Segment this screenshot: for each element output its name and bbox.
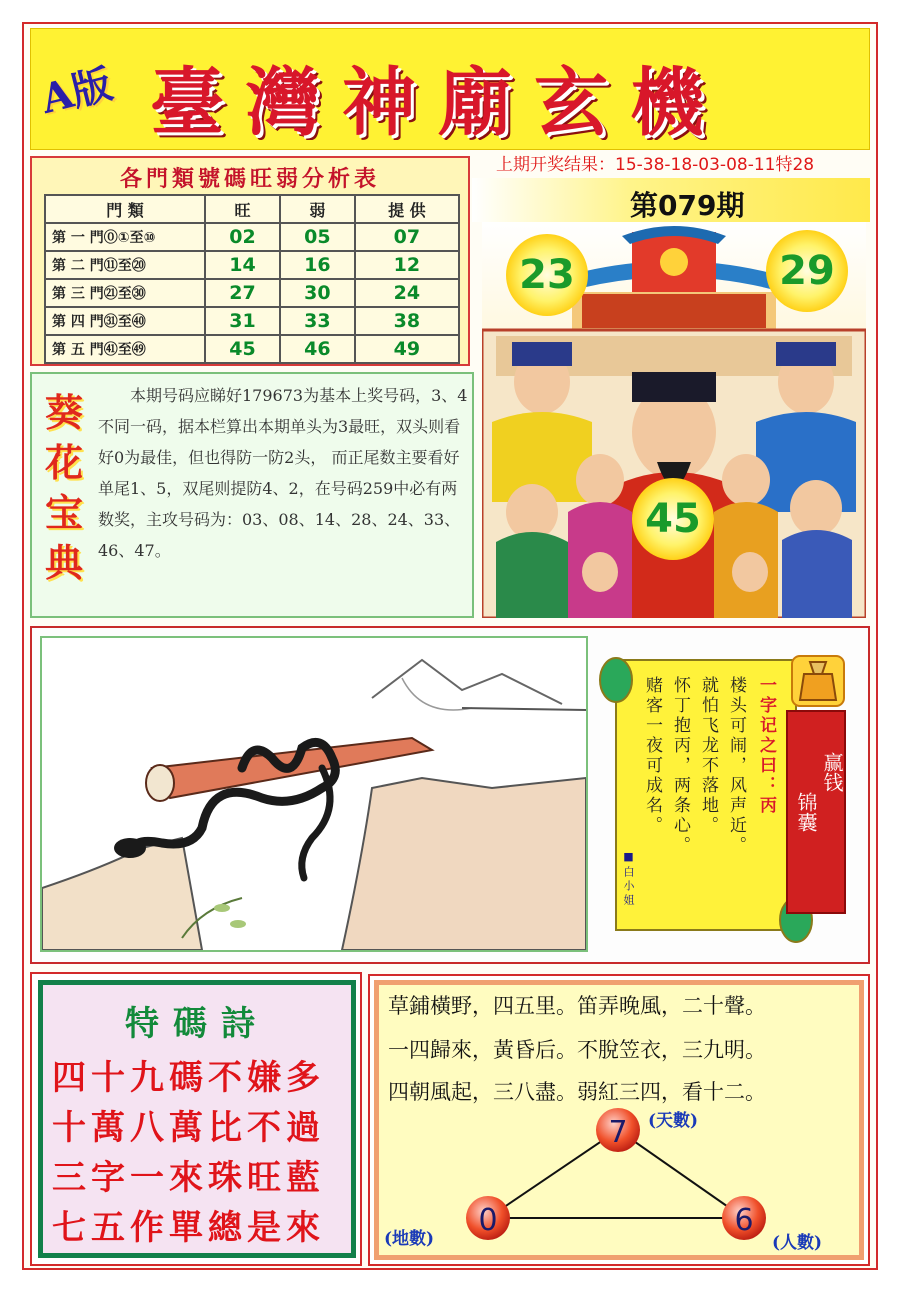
cell-wang: 27 bbox=[205, 279, 280, 307]
scroll-line-2: 就怕飞龙不落地。 bbox=[698, 676, 718, 836]
analysis-table-box bbox=[30, 156, 470, 366]
cell-tigong: 49 bbox=[355, 335, 459, 363]
money-bag-graphic bbox=[790, 654, 846, 708]
poem-line-2: 十萬八萬比不過 bbox=[52, 1108, 325, 1148]
row-label: 第 二 門⑪至⑳ bbox=[45, 251, 205, 279]
triangle-right-label: (人數) bbox=[772, 1233, 823, 1253]
jinnang-banner bbox=[786, 710, 846, 914]
issue-number: 第079期 bbox=[630, 189, 745, 222]
table-row bbox=[45, 279, 459, 307]
table-row bbox=[45, 251, 459, 279]
triangle-left-label: (地數) bbox=[384, 1229, 435, 1249]
last-result: 上期开奖结果：15-38-18-03-08-11特28 bbox=[496, 155, 815, 175]
header-wang: 旺 bbox=[205, 195, 280, 223]
side-char: 花 bbox=[44, 440, 83, 485]
riddle-line-2: 一四歸來，黃昏后。不脫笠衣，三九明。 bbox=[388, 1038, 766, 1062]
cell-tigong: 12 bbox=[355, 251, 459, 279]
side-char: 典 bbox=[44, 540, 83, 585]
cell-tigong: 07 bbox=[355, 223, 459, 251]
cell-ruo: 05 bbox=[280, 223, 355, 251]
snake-on-branch-drawing bbox=[42, 638, 586, 950]
header-tigong: 提 供 bbox=[355, 195, 459, 223]
scroll-line-1: 楼头可闹，风声近。 bbox=[726, 676, 746, 856]
table-row bbox=[45, 335, 459, 363]
cell-ruo: 33 bbox=[280, 307, 355, 335]
riddle-line-1: 草鋪橫野，四五里。笛弄晚風，二十聲。 bbox=[388, 994, 766, 1018]
triangle-top-label: (天數) bbox=[648, 1111, 699, 1131]
table-header-row bbox=[45, 195, 459, 223]
kuihua-box bbox=[30, 372, 474, 618]
temple-deities-image bbox=[482, 222, 866, 618]
side-char: 宝 bbox=[44, 490, 83, 535]
row-label: 第 一 門⓪①至⑩ bbox=[45, 223, 205, 251]
table-row bbox=[45, 223, 459, 251]
cell-wang: 02 bbox=[205, 223, 280, 251]
header-category: 門 類 bbox=[45, 195, 205, 223]
cell-ruo: 46 bbox=[280, 335, 355, 363]
row-label: 第 四 門㉛至㊵ bbox=[45, 307, 205, 335]
money-bag-icon bbox=[790, 654, 846, 708]
triangle-top-number: 7 bbox=[608, 1115, 628, 1150]
special-poem-title: 特碼詩 bbox=[125, 1004, 269, 1044]
scroll-line-3: 怀丁抱丙，两条心。 bbox=[670, 676, 690, 856]
scroll-heading: 一字记之曰：丙 bbox=[756, 676, 776, 816]
cell-wang: 31 bbox=[205, 307, 280, 335]
poem-line-4: 七五作單總是來 bbox=[52, 1208, 325, 1248]
lucky-number-ball-right: 29 bbox=[766, 230, 848, 312]
page-title: 臺灣神廟玄機 bbox=[150, 60, 726, 140]
row-label: 第 三 門㉑至㉚ bbox=[45, 279, 205, 307]
analysis-table-title: 各門類號碼旺弱分析表 bbox=[119, 167, 380, 192]
table-row bbox=[45, 307, 459, 335]
row-label: 第 五 門㊶至㊾ bbox=[45, 335, 205, 363]
side-char: 葵 bbox=[44, 390, 83, 435]
triangle-left-number: 0 bbox=[478, 1203, 498, 1238]
scroll-author: ■白小姐 bbox=[622, 850, 635, 908]
lucky-number-ball-left: 23 bbox=[506, 234, 588, 316]
number-triangle bbox=[380, 1100, 860, 1256]
triangle-right-number: 6 bbox=[734, 1203, 754, 1238]
cell-wang: 14 bbox=[205, 251, 280, 279]
snake-branch-illustration bbox=[40, 636, 588, 952]
poem-line-1: 四十九碼不嫌多 bbox=[52, 1058, 325, 1098]
cell-ruo: 16 bbox=[280, 251, 355, 279]
cell-tigong: 38 bbox=[355, 307, 459, 335]
cell-ruo: 30 bbox=[280, 279, 355, 307]
riddle-line-3: 四朝風起，三八盡。弱紅三四，看十二。 bbox=[388, 1080, 766, 1104]
header-ruo: 弱 bbox=[280, 195, 355, 223]
lucky-number-ball-center: 45 bbox=[632, 478, 714, 560]
cell-tigong: 24 bbox=[355, 279, 459, 307]
analysis-table bbox=[44, 194, 460, 364]
scroll-line-4: 赌客一夜可成名。 bbox=[642, 676, 662, 836]
banner-right-text: 赢钱 bbox=[820, 752, 844, 792]
kuihua-text: 本期号码应睇好179673为基本上奖号码，3、4不同一码，据本栏算出本期单头为3最旺，双头则看好0为最佳，但也得防一防2头， 而正尾数主要看好单尾1、5，双尾则提防4、2，在号码259中必有两数奖，主攻号码为：03、08、14、28、24、33、46、47。 bbox=[98, 386, 468, 560]
banner-left-text: 锦囊 bbox=[794, 792, 818, 832]
riddle-scroll bbox=[596, 650, 816, 950]
poem-line-3: 三字一來珠旺藍 bbox=[52, 1158, 325, 1198]
cell-wang: 45 bbox=[205, 335, 280, 363]
edition-badge: A版 bbox=[36, 60, 117, 124]
kuihua-side-title bbox=[38, 388, 90, 588]
